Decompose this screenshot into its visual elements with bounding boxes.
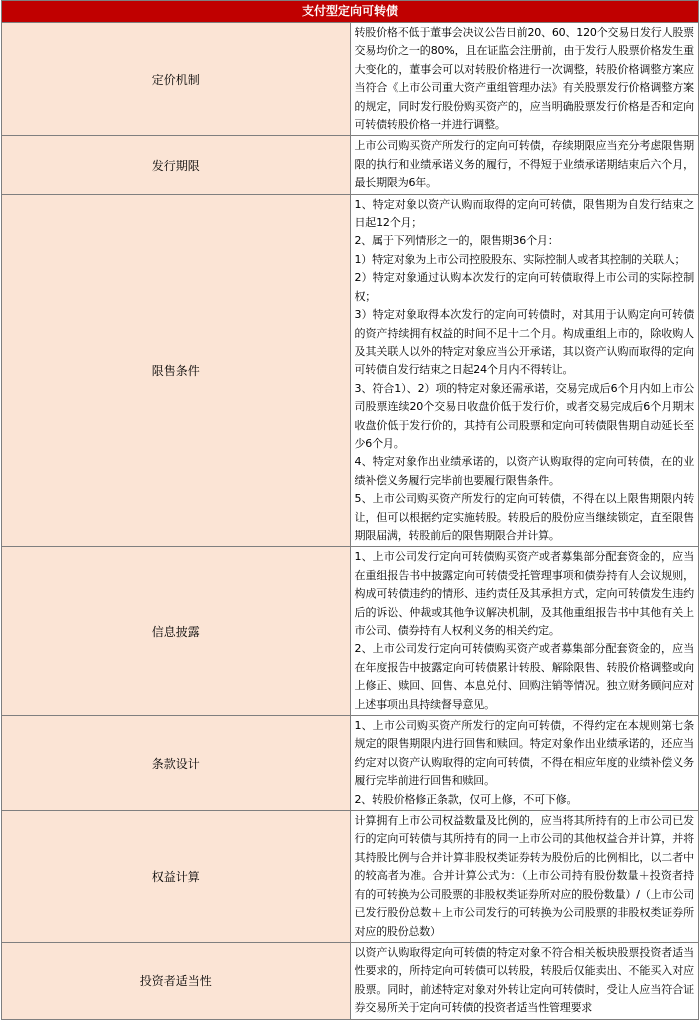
- row-content: [350, 811, 699, 943]
- table-body: [2, 23, 699, 1020]
- content-paragraph: 1、上市公司发行定向可转债购买资产或者募集部分配套资金的，应当在重组报告书中披露定向可转债受托管理事项和债券持有人会议规则，构成可转债违约的情形、违约责任及其承担方式，定向可转债发生违约后的诉讼、仲裁或其他争议解决机制，及其他重组报告书中其他有关上市公司、债券持有人权利义务的相关约定。: [354, 550, 694, 637]
- table-row: [2, 136, 699, 194]
- table-title: 支付型定向可转债: [2, 1, 699, 23]
- content-paragraph: 4、特定对象作出业绩承诺的，以资产认购取得的定向可转债，在的业绩补偿义务履行完毕前也要履行限售条件。: [354, 455, 694, 487]
- content-paragraph: 3）特定对象取得本次发行的定向可转债时，对其用于认购定向可转债的资产持续拥有权益的时间不足十二个月。构成重组上市的，除收购人及其关联人以外的特定对象应当公开承诺，其以资产认购而取得的定向可转债自发行结束之日起24个月内不得转让。: [354, 308, 694, 377]
- row-content: [350, 942, 699, 1019]
- content-paragraph: 2、属于下列情形之一的，限售期36个月：: [354, 234, 559, 248]
- content-paragraph: 2、上市公司发行定向可转债购买资产或者募集部分配套资金的，应当在年度报告中披露定向可转债累计转股、解除限售、转股价格调整或向上修正、赎回、回售、本息兑付、回购注销等情况。独立财务顾问应对上述事项出具持续督导意见。: [354, 642, 694, 711]
- content-paragraph: 以资产认购取得定向可转债的特定对象不符合相关板块股票投资者适当性要求的，所持定向可转债可以转股，转股后仅能卖出、不能买入对应股票。同时，前述特定对象对外转让定向可转债时，受让人应当符合证券交易所关于定向可转债的投资者适当性管理要求: [354, 945, 694, 1015]
- content-paragraph: 1、上市公司购买资产所发行的定向可转债，不得约定在本规则第七条规定的限售期限内进行回售和赎回。特定对象作出业绩承诺的，还应当约定对以资产认购取得的定向可转债，不得在相应年度的业绩补偿义务履行完毕前进行回售和赎回。: [354, 719, 694, 788]
- content-paragraph: 1、特定对象以资产认购而取得的定向可转债，限售期为自发行结束之日起12个月；: [354, 197, 694, 230]
- row-content: [350, 194, 699, 547]
- document: [1, 0, 699, 1020]
- content-paragraph: 5、上市公司购买资产所发行的定向可转债，不得在以上限售期限内转让，但可以根据约定实施转股。转股后的股份应当继续锁定，直至限售期限届满，转股前后的限售期限合并计算。: [354, 492, 694, 542]
- row-content: [350, 136, 699, 194]
- content-paragraph: 1）特定对象为上市公司控股股东、实际控制人或者其控制的关联人；: [354, 252, 686, 266]
- table-row: [2, 194, 699, 547]
- content-paragraph: 2、转股价格修正条款，仅可上修，不可下修。: [354, 792, 578, 806]
- convertible-bond-table: [1, 0, 699, 1020]
- table-row: [2, 547, 699, 716]
- row-label: 权益计算: [2, 811, 351, 943]
- row-label: 条款设计: [2, 716, 351, 811]
- content-paragraph: 上市公司购买资产所发行的定向可转债，存续期限应当充分考虑限售期限的执行和业绩承诺义务的履行，不得短于业绩承诺期结束后六个月，最长期限为6年。: [354, 139, 694, 190]
- row-content: [350, 716, 699, 811]
- row-label: 定价机制: [2, 23, 351, 136]
- table-row: [2, 811, 699, 943]
- row-label: 信息披露: [2, 547, 351, 716]
- table-row: [2, 942, 699, 1019]
- row-content: [350, 23, 699, 136]
- row-label: 投资者适当性: [2, 942, 351, 1019]
- table-row: [2, 716, 699, 811]
- row-label: 发行期限: [2, 136, 351, 194]
- row-content: [350, 547, 699, 716]
- table-row: [2, 23, 699, 136]
- content-paragraph: 转股价格不低于董事会决议公告日前20、60、120个交易日发行人股票交易均价之一的80%，且在证监会注册前，由于发行人股票价格发生重大变化的，董事会可以对转股价格进行一次调整，转股价格调整方案应当符合《上市公司重大资产重组管理办法》有关股票发行价格调整方案的规定，同时发行股份购买资产的，应当明确股票发行价格是否和定向可转债转股价格一并进行调整。: [354, 26, 694, 132]
- row-label: 限售条件: [2, 194, 351, 547]
- content-paragraph: 计算拥有上市公司权益数量及比例的，应当将其所持有的上市公司已发行的定向可转债与其所持有的同一上市公司的其他权益合并计算，并将其持股比例与合并计算非股权类证券转为股份后的比例相比，以二者中的较高者为准。合并计算公式为：（上市公司持有股份数量＋投资者持有的可转换为公司股票的非股权类证券所对应的股份数量）/（上市公司已发行股份总数＋上市公司发行的可转换为公司股票的非股权类证券所对应的股份总数）: [354, 814, 694, 938]
- content-paragraph: 3、符合1）、2）项的特定对象还需承诺，交易完成后6个月内如上市公司股票连续20个交易日收盘价低于发行价，或者交易完成后6个月期末收盘价低于发行价的，其持有公司股票和定向可转债限售期自动延长至少6个月。: [354, 381, 694, 450]
- header-row: [2, 1, 699, 23]
- content-paragraph: 2）特定对象通过认购本次发行的定向可转债取得上市公司的实际控制权；: [354, 271, 694, 303]
